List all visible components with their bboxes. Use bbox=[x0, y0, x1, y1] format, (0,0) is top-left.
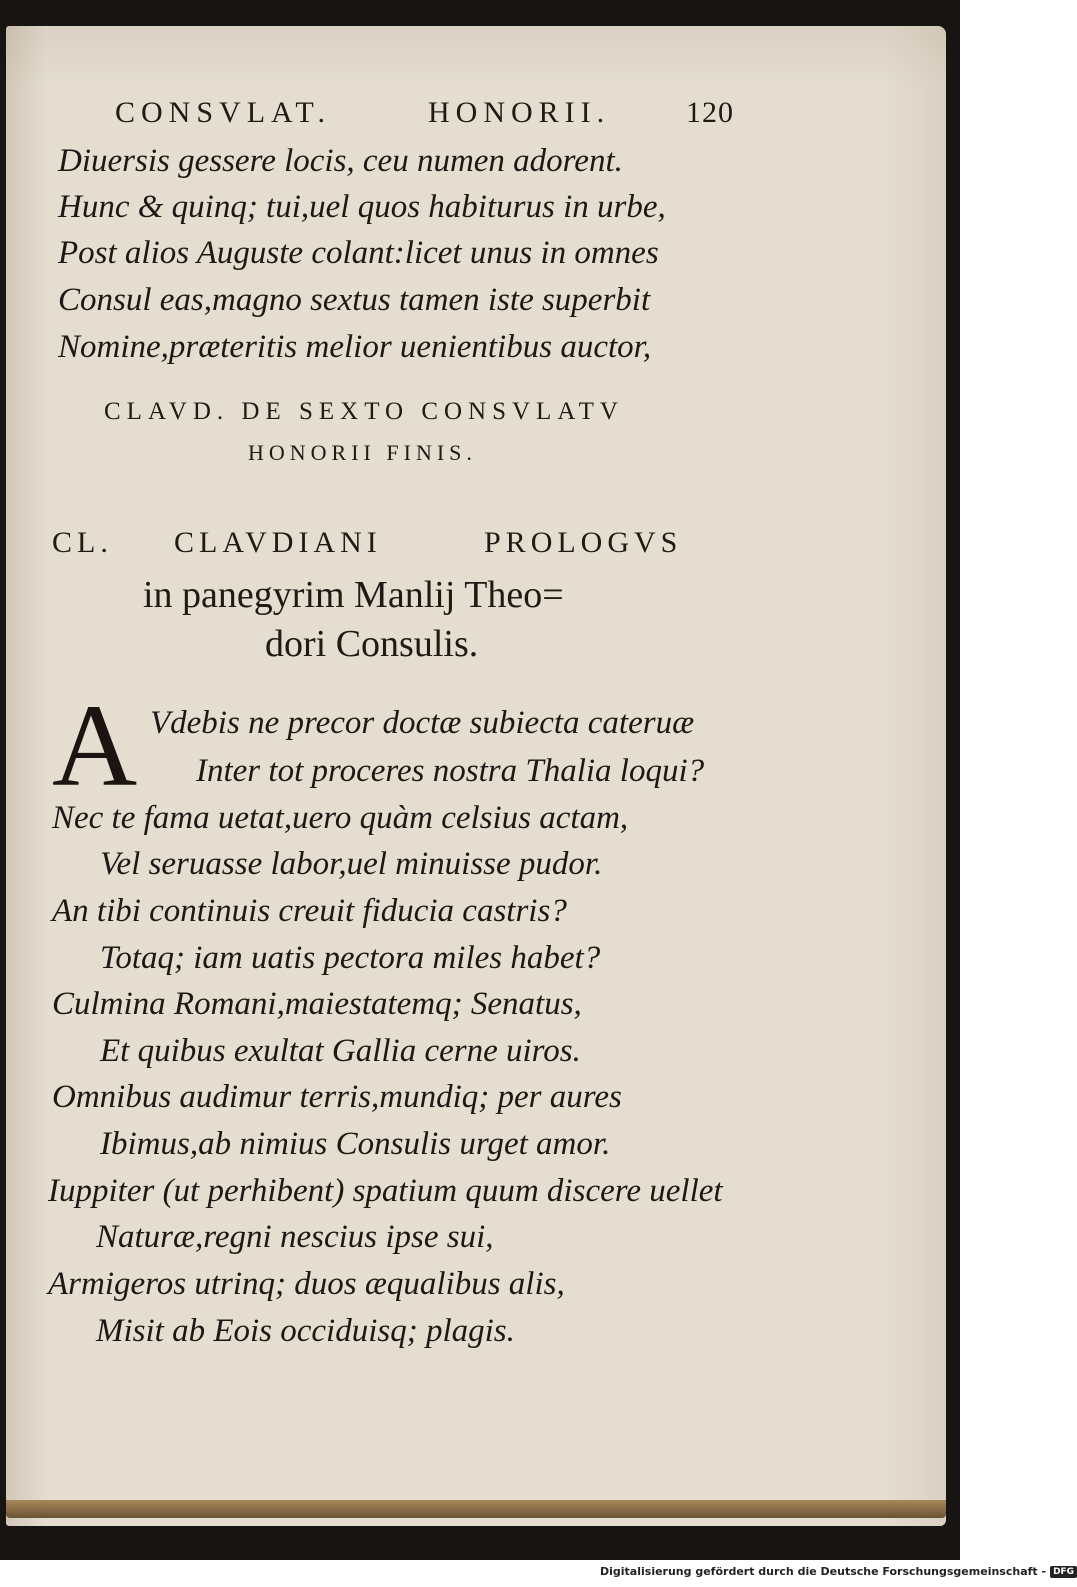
finis-line-1: CLAVD. DE SEXTO CONSVLATV bbox=[104, 398, 624, 425]
poem-line: Armigeros utrinq; duos æqualibus alis, bbox=[48, 1266, 565, 1302]
finis-line-2: HONORII FINIS. bbox=[248, 440, 477, 465]
prologue-caps-left: CL. bbox=[52, 526, 113, 559]
running-head-left: CONSVLAT. bbox=[115, 96, 331, 129]
poem-line: Vel seruasse labor,uel minuisse pudor. bbox=[100, 846, 603, 882]
verse-line: Consul eas,magno sextus tamen iste superbit bbox=[58, 282, 651, 318]
verse-line: Nomine,præteritis melior uenientibus auctor, bbox=[58, 329, 652, 365]
poem-line: Vdebis ne precor doctæ subiecta cateruæ bbox=[150, 705, 695, 741]
poem-line: Et quibus exultat Gallia cerne uiros. bbox=[100, 1033, 581, 1069]
running-head-center: HONORII. bbox=[428, 96, 611, 129]
poem-line: An tibi continuis creuit fiducia castris? bbox=[52, 893, 567, 929]
poem-line: Totaq; iam uatis pectora miles habet? bbox=[100, 940, 601, 976]
poem-line: Iuppiter (ut perhibent) spatium quum discere uellet bbox=[48, 1173, 723, 1209]
verse-line: Post alios Auguste colant:licet unus in omnes bbox=[58, 235, 659, 271]
poem-line: Culmina Romani,maiestatemq; Senatus, bbox=[52, 986, 582, 1022]
poem-line: Naturæ,regni nescius ipse sui, bbox=[96, 1219, 494, 1255]
page-number: 120 bbox=[686, 96, 734, 129]
poem-line: Misit ab Eois occiduisq; plagis. bbox=[96, 1313, 515, 1349]
prologue-title-line-3: dori Consulis. bbox=[265, 623, 479, 665]
prologue-caps-mid: CLAVDIANI bbox=[174, 526, 382, 559]
poem-line: Inter tot proceres nostra Thalia loqui? bbox=[196, 753, 705, 789]
poem-line: Omnibus audimur terris,mundiq; per aures bbox=[52, 1079, 622, 1115]
poem-line: Nec te fama uetat,uero quàm celsius actam, bbox=[52, 800, 629, 836]
dfg-logo: DFG bbox=[1050, 1566, 1077, 1578]
prologue-caps-right: PROLOGVS bbox=[484, 526, 683, 559]
drop-cap: A bbox=[52, 680, 138, 811]
prologue-title-line-2: in panegyrim Manlij Theo= bbox=[143, 574, 564, 616]
verse-line: Diuersis gessere locis, ceu numen adorent. bbox=[58, 143, 623, 179]
poem-line: Ibimus,ab nimius Consulis urget amor. bbox=[100, 1126, 611, 1162]
credit-text: Digitalisierung gefördert durch die Deutsche Forschungsgemeinschaft - bbox=[600, 1565, 1047, 1578]
verse-line: Hunc & quinq; tui,uel quos habiturus in urbe, bbox=[58, 189, 666, 225]
digitization-credit bbox=[600, 1565, 1077, 1578]
page-edge bbox=[6, 1500, 946, 1518]
